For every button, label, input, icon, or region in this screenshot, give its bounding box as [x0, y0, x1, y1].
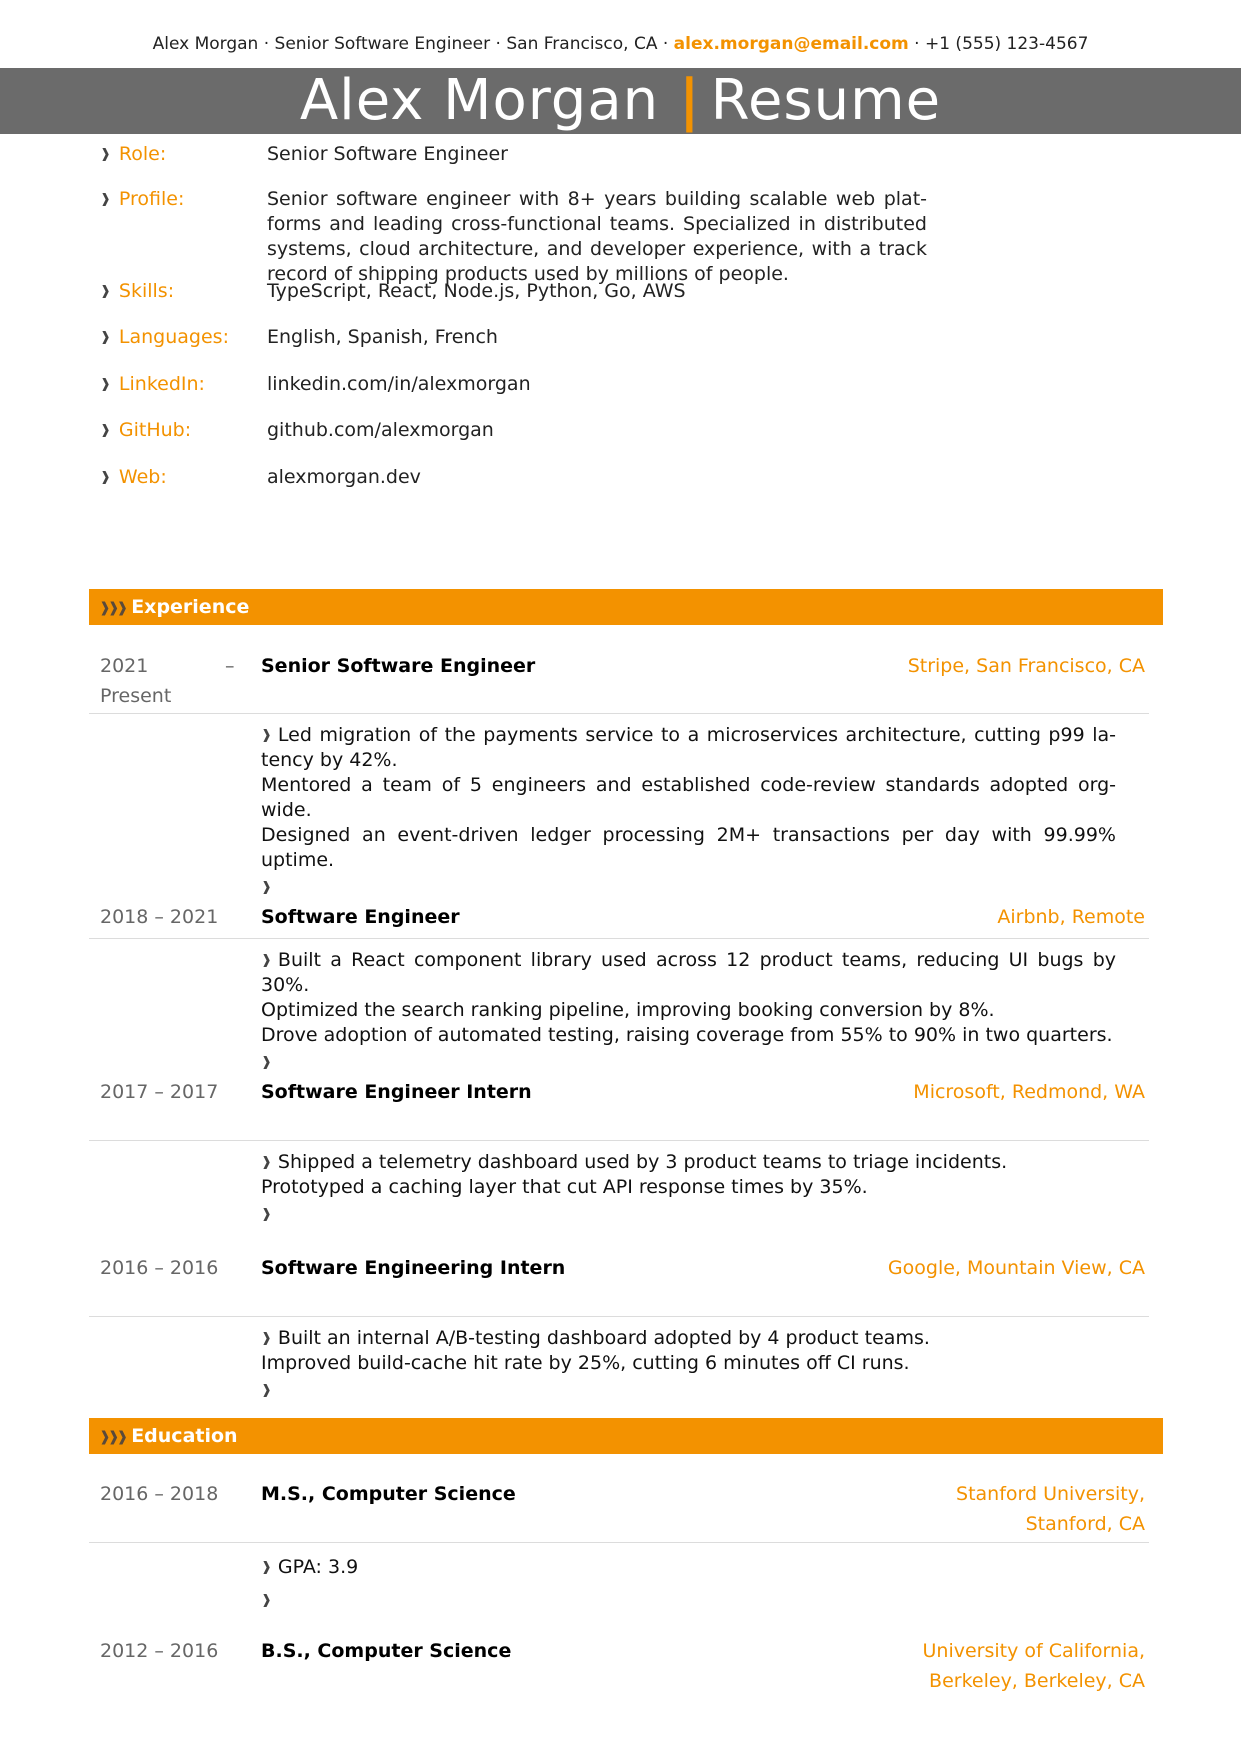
entry-description: ❱ Shipped a telemetry dashboard used by 3 product teams to triage incidents. Prototyped a caching layer that cut API response times by 35%. ❱ — [261, 1151, 1008, 1222]
contact-role: Senior Software Engineer — [274, 34, 491, 54]
info-value: TypeScript, React, Node.js, Python, Go, AWS — [267, 280, 686, 302]
entry-title: Software Engineer Intern — [261, 1081, 532, 1103]
entry-place: Stanford University, Stanford, CA — [956, 1483, 1145, 1535]
info-value: English, Spanish, French — [267, 326, 498, 348]
banner-doc-title: Resume — [710, 68, 942, 133]
chevron-icon: ❱ — [100, 423, 111, 438]
info-label: LinkedIn: — [118, 373, 205, 395]
triple-chevron-icon: ❱❱❱ — [99, 600, 126, 616]
chevron-icon: ❱ — [261, 728, 272, 743]
chevron-icon: ❱ — [100, 377, 111, 392]
divider — [89, 713, 1149, 714]
info-label: Web: — [118, 466, 167, 488]
chevron-icon: ❱ — [261, 1207, 272, 1222]
chevron-icon: ❱ — [261, 1331, 272, 1346]
entry-title: B.S., Computer Science — [261, 1640, 512, 1662]
chevron-icon: ❱ — [261, 880, 272, 895]
contact-location: San Francisco, CA — [506, 34, 658, 54]
entry-description: ❱ Built a React component library used across 12 product teams, reducing UI bugs by 30%. Optimized the search ranking pipeline, improving booking conversion by 8%. Drove adoption of automated testing, raising coverage from 55% to 90% in two quarters. ❱ — [261, 949, 1116, 1070]
entry-place: Stripe, San Francisco, CA — [907, 655, 1145, 677]
phone-number: +1 (555) 123-4567 — [924, 34, 1089, 54]
contact-name: Alex Morgan — [152, 34, 259, 54]
entry-dates: 2012 – 2016 — [100, 1640, 219, 1662]
entry-dates: 2018 – 2021 — [100, 906, 219, 928]
entry-dates: 2021 – Present — [100, 655, 235, 707]
banner-name: Alex Morgan — [299, 68, 660, 133]
entry-title: Software Engineering Intern — [261, 1257, 566, 1279]
entry-place: Microsoft, Redmond, WA — [913, 1081, 1145, 1103]
entry-dates: 2017 – 2017 — [100, 1081, 219, 1103]
chevron-icon: ❱ — [261, 1383, 272, 1398]
info-label: Languages: — [118, 326, 229, 348]
section-header-experience — [89, 589, 1163, 625]
entry-description: ❱ Led migration of the payments service to a microservices architecture, cutting p99 la-tency by 42%. Mentored a team of 5 engineers and established code-review standards adopted org-wide. Designed an event-driven ledger processing 2M+ transactions per day with 99.99% uptime. ❱ — [261, 724, 1116, 895]
entry-description: ❱ Built an internal A/B-testing dashboard adopted by 4 product teams. Improved build-cache hit rate by 25%, cutting 6 minutes off CI runs. ❱ — [261, 1327, 930, 1398]
divider — [89, 938, 1149, 939]
chevron-icon: ❱ — [261, 1593, 272, 1608]
chevron-icon: ❱ — [100, 192, 111, 207]
triple-chevron-icon: ❱❱❱ — [99, 1429, 126, 1445]
section-title: Education — [131, 1425, 238, 1447]
contact-line: Alex Morgan · Senior Software Engineer · San Francisco, CA · alex.morgan@email.com · +1 (555) 123-4567 — [152, 34, 1089, 54]
email-link[interactable]: alex.morgan@email.com — [673, 34, 909, 54]
chevron-icon: ❱ — [100, 330, 111, 345]
entry-title: Software Engineer — [261, 906, 460, 928]
divider — [89, 1542, 1149, 1543]
web-link[interactable]: alexmorgan.dev — [267, 466, 421, 488]
chevron-icon: ❱ — [100, 147, 111, 162]
entry-place: University of California, Berkeley, Berkeley, CA — [922, 1640, 1145, 1692]
chevron-icon: ❱ — [261, 1560, 272, 1575]
entry-title: M.S., Computer Science — [261, 1483, 516, 1505]
divider — [89, 1316, 1149, 1317]
banner-separator: | — [679, 68, 701, 133]
info-label: GitHub: — [118, 419, 192, 441]
entry-place: Airbnb, Remote — [997, 906, 1145, 928]
info-value: Senior Software Engineer — [267, 143, 508, 165]
info-value: Senior software engineer with 8+ years building scalable web plat-forms and leading cross-functional teams. Specialized in distributed systems, cloud architecture, and developer experience, with a track record of shipping products used by millions of people. — [267, 188, 927, 285]
linkedin-link[interactable]: linkedin.com/in/alexmorgan — [267, 373, 531, 395]
name-banner — [0, 68, 1241, 134]
chevron-icon: ❱ — [100, 470, 111, 485]
entry-title: Senior Software Engineer — [261, 655, 536, 677]
chevron-icon: ❱ — [261, 1155, 272, 1170]
entry-dates: 2016 – 2018 — [100, 1483, 219, 1505]
entry-dates: 2016 – 2016 — [100, 1257, 219, 1279]
entry-description: ❱ GPA: 3.9 ❱ — [261, 1556, 359, 1608]
section-title: Experience — [131, 596, 250, 618]
info-label: Profile: — [118, 188, 185, 210]
entry-place: Google, Mountain View, CA — [887, 1257, 1145, 1279]
chevron-icon: ❱ — [100, 284, 111, 299]
section-header-education — [89, 1418, 1163, 1454]
chevron-icon: ❱ — [261, 953, 272, 968]
info-label: Skills: — [118, 280, 175, 302]
github-link[interactable]: github.com/alexmorgan — [267, 419, 494, 441]
divider — [89, 1140, 1149, 1141]
chevron-icon: ❱ — [261, 1055, 272, 1070]
info-label: Role: — [118, 143, 167, 165]
